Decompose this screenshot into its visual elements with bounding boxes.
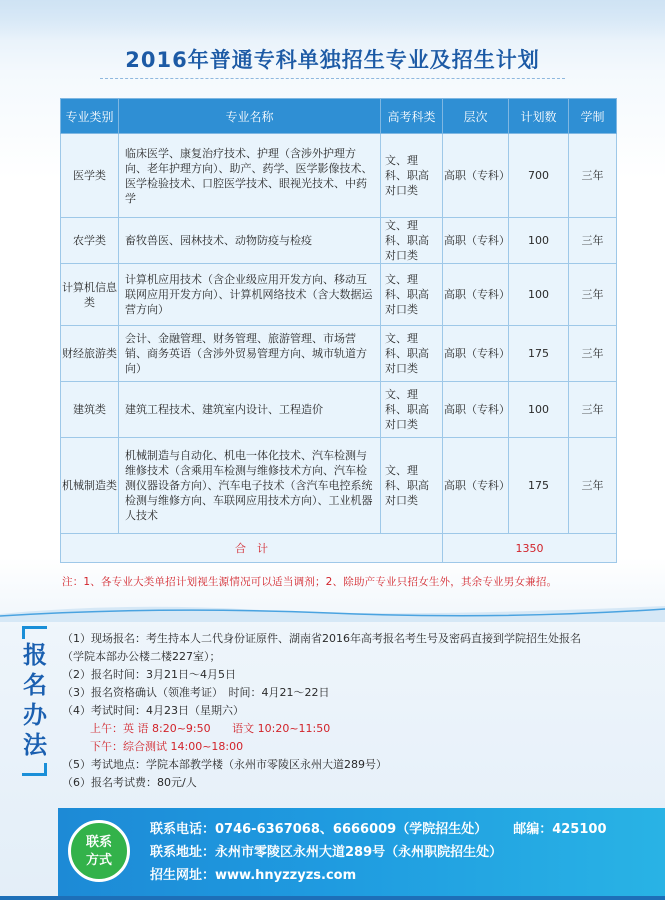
badge-line: 方式: [85, 853, 112, 868]
row-majors: 计算机应用技术（含企业级应用开发方向、移动互联网应用开发方向）、计算机网络技术（含大数据运营方向）: [119, 264, 381, 326]
row-years: 三年: [569, 326, 617, 382]
enrollment-plan-table: [60, 98, 617, 563]
row-majors: 机械制造与自动化、机电一体化技术、汽车检测与维修技术（含乘用车检测与维修技术方向、汽车检测仪器设备方向）、汽车电子技术（含汽车电控系统检测与维修方向、车联网应用技术方向）、工业机器人技术: [119, 438, 381, 534]
badge-line: 联系: [85, 835, 112, 850]
row-level: 高职（专科）: [443, 438, 509, 534]
row-category: 计算机信息类: [61, 264, 119, 326]
contact-phone-line: [150, 818, 655, 841]
row-subjects: 文、理科、职高对口类: [381, 218, 443, 264]
step-exam-location: （5）考试地点：学院本部教学楼（永州市零陵区永州大道289号）: [62, 758, 387, 771]
bracket-bottom: [22, 763, 47, 776]
bracket-top: [22, 626, 47, 639]
contact-postcode: 邮编：425100: [513, 822, 607, 837]
row-quota: 100: [509, 264, 569, 326]
header-subject: 高考科类: [381, 99, 443, 134]
table-row: [61, 326, 617, 382]
row-quota: 175: [509, 438, 569, 534]
row-majors: 临床医学、康复治疗技术、护理（含涉外护理方向、老年护理方向）、助产、药学、医学影像技术、医学检验技术、口腔医学技术、眼视光技术、中药学: [119, 134, 381, 218]
contact-badge: [68, 820, 130, 882]
top-band: [0, 0, 665, 40]
page-title: 2016年普通专科单独招生专业及招生计划: [125, 48, 540, 72]
step-exam-time: （4）考试时间：4月23日（星期六）: [62, 704, 244, 717]
row-quota: 100: [509, 218, 569, 264]
row-subjects: 文、理科、职高对口类: [381, 326, 443, 382]
wave-divider: [0, 600, 665, 622]
row-quota: 175: [509, 326, 569, 382]
row-category: 农学类: [61, 218, 119, 264]
header-level: 层次: [443, 99, 509, 134]
row-quota: 700: [509, 134, 569, 218]
step-fee: （6）报名考试费：80元/人: [62, 776, 197, 789]
row-subjects: 文、理科、职高对口类: [381, 264, 443, 326]
header-major: 专业名称: [119, 99, 381, 134]
header-category: 专业类别: [61, 99, 119, 134]
table-row: [61, 438, 617, 534]
row-subjects: 文、理科、职高对口类: [381, 134, 443, 218]
row-years: 三年: [569, 218, 617, 264]
row-years: 三年: [569, 382, 617, 438]
contact-website[interactable]: 招生网址：www.hnyzzyzs.com: [150, 868, 357, 883]
registration-steps: [62, 630, 642, 792]
table-row: [61, 382, 617, 438]
method-char: 名: [23, 671, 47, 699]
row-majors: 会计、金融管理、财务管理、旅游管理、市场营销、商务英语（含涉外贸易管理方向、城市轨道方向）: [119, 326, 381, 382]
row-years: 三年: [569, 264, 617, 326]
table-header-row: [61, 99, 617, 134]
row-majors: 畜牧兽医、园林技术、动物防疫与检疫: [119, 218, 381, 264]
method-char: 办: [23, 701, 47, 729]
contact-info: [150, 818, 655, 887]
step-qualification: （3）报名资格确认（领准考证） 时间：4月21～22日: [62, 686, 330, 699]
contact-phone: 联系电话：0746-6367068、6666009（学院招生处）: [150, 822, 488, 837]
row-level: 高职（专科）: [443, 134, 509, 218]
method-char: 法: [23, 731, 47, 759]
table-row: [61, 134, 617, 218]
total-row: [61, 534, 617, 563]
table-row: [61, 218, 617, 264]
method-char: 报: [23, 641, 47, 669]
table-note: 注：1、各专业大类单招计划视生源情况可以适当调剂；2、除助产专业只招女生外，其余专业男女兼招。: [62, 576, 558, 588]
header-quota: 计划数: [509, 99, 569, 134]
method-title-text: [22, 640, 48, 760]
contact-address: 联系地址：永州市零陵区永州大道289号（永州职院招生处）: [150, 845, 503, 860]
row-quota: 100: [509, 382, 569, 438]
step-registration-time: （2）报名时间：3月21日～4月5日: [62, 668, 236, 681]
row-majors: 建筑工程技术、建筑室内设计、工程造价: [119, 382, 381, 438]
total-value: 1350: [443, 534, 617, 563]
row-category: 机械制造类: [61, 438, 119, 534]
row-years: 三年: [569, 134, 617, 218]
row-level: 高职（专科）: [443, 264, 509, 326]
step-onsite-location: （学院本部办公楼二楼227室）；: [62, 650, 221, 663]
row-years: 三年: [569, 438, 617, 534]
bottom-strip: [0, 896, 665, 900]
row-level: 高职（专科）: [443, 218, 509, 264]
row-category: 医学类: [61, 134, 119, 218]
row-subjects: 文、理科、职高对口类: [381, 382, 443, 438]
exam-morning-english: 上午：英 语 8:20~9:50: [90, 722, 211, 735]
row-level: 高职（专科）: [443, 326, 509, 382]
exam-morning: [62, 720, 642, 738]
total-label: 合 计: [61, 534, 443, 563]
row-level: 高职（专科）: [443, 382, 509, 438]
exam-afternoon: 下午：综合测试 14:00~18:00: [90, 740, 244, 753]
table-row: [61, 264, 617, 326]
registration-method-heading: [20, 626, 50, 776]
row-subjects: 文、理科、职高对口类: [381, 438, 443, 534]
row-category: 财经旅游类: [61, 326, 119, 382]
row-category: 建筑类: [61, 382, 119, 438]
step-onsite: （1）现场报名：考生持本人二代身份证原件、湖南省2016年高考报名考生号及密码直接到学院招生处报名: [62, 632, 581, 645]
exam-morning-chinese: 语文 10:20~11:50: [232, 722, 331, 735]
title-divider: [100, 78, 565, 79]
header-years: 学制: [569, 99, 617, 134]
